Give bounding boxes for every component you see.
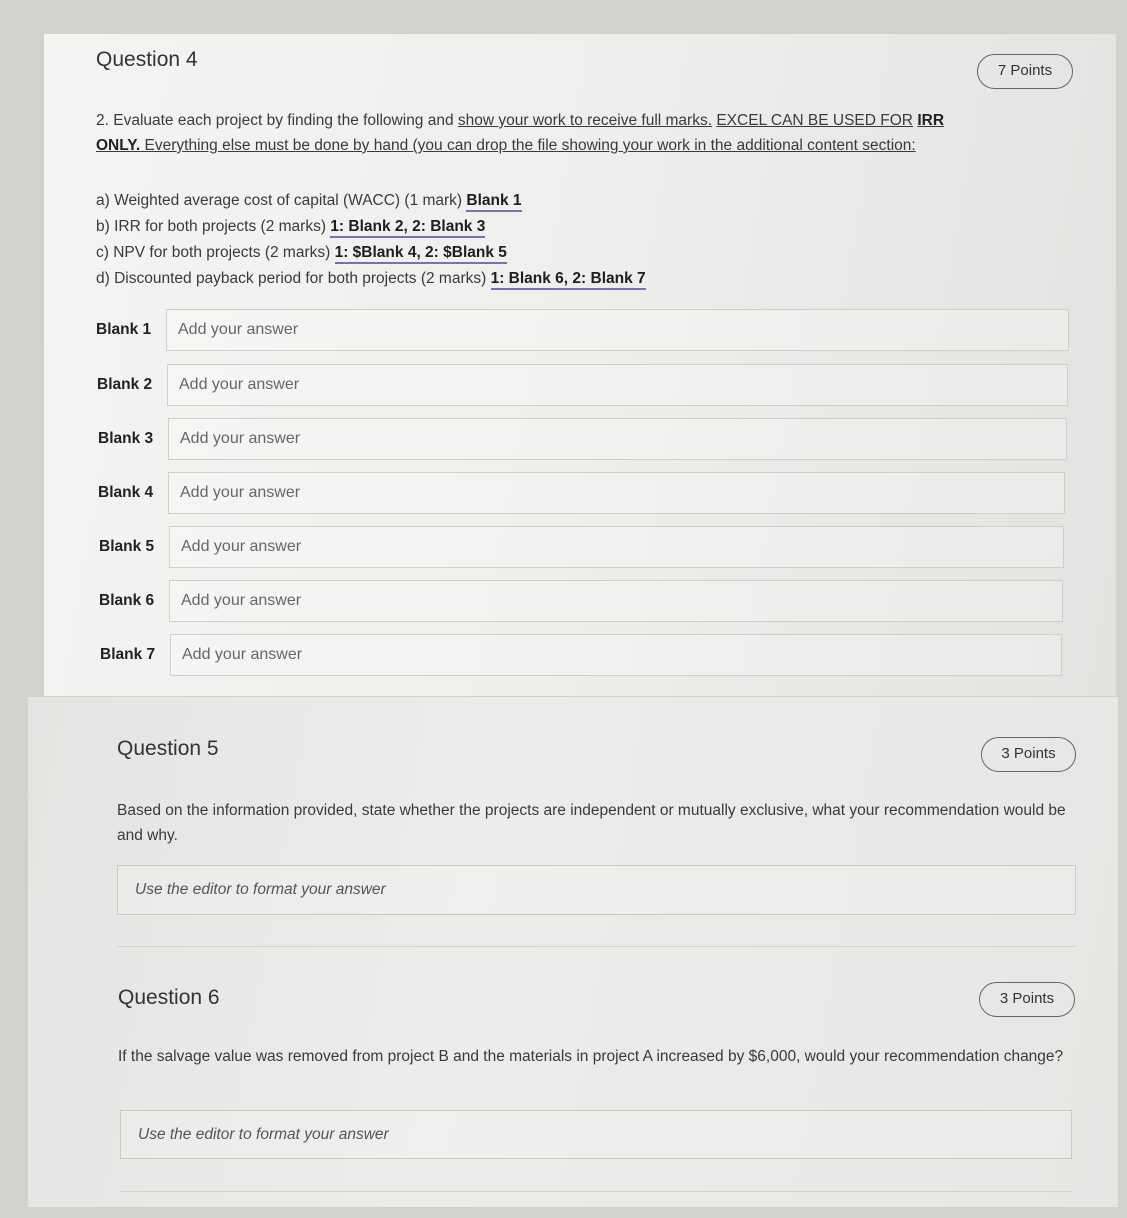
blank-row-4 [98, 472, 1065, 514]
blank-6-input[interactable]: Add your answer [169, 580, 1063, 622]
blank-3-input[interactable]: Add your answer [168, 418, 1067, 460]
question-6-editor[interactable]: Use the editor to format your answer [120, 1110, 1072, 1159]
part-b [96, 214, 796, 240]
part-d-blank-refs: 1: Blank 6, 2: Blank 7 [491, 270, 646, 290]
blank-row-3 [98, 418, 1067, 460]
intro-text: 2. Evaluate each project by finding the following and [96, 112, 458, 129]
blank-5-input[interactable]: Add your answer [169, 526, 1064, 568]
blank-5-label: Blank 5 [99, 538, 155, 555]
part-a-blank-refs: Blank 1 [466, 192, 521, 212]
blank-4-label: Blank 4 [98, 484, 154, 501]
divider [117, 946, 1076, 947]
blank-1-input[interactable]: Add your answer [166, 309, 1069, 351]
question-5-editor[interactable]: Use the editor to format your answer [117, 865, 1076, 915]
divider [120, 1191, 1072, 1192]
blank-6-label: Blank 6 [99, 592, 155, 609]
blank-row-6 [99, 580, 1063, 622]
blank-7-label: Blank 7 [100, 646, 156, 663]
intro-irr: IRR [917, 112, 945, 129]
part-d-text: d) Discounted payback period for both projects (2 marks) [96, 270, 491, 287]
blank-row-5 [99, 526, 1064, 568]
blank-7-input[interactable]: Add your answer [170, 634, 1062, 676]
question-6-text: If the salvage value was removed from project B and the materials in project A increased by $6,000, would your recommendation change? [118, 1048, 1064, 1065]
intro-excel-note: EXCEL CAN BE USED FOR [716, 112, 913, 129]
blank-2-input[interactable]: Add your answer [167, 364, 1068, 406]
blank-row-1 [96, 309, 1069, 351]
blank-2-label: Blank 2 [97, 376, 153, 393]
question-4-card [44, 34, 1116, 696]
blank-3-label: Blank 3 [98, 430, 154, 447]
part-a [96, 188, 796, 214]
question-6-title: Question 6 [118, 986, 220, 1009]
part-b-text: b) IRR for both projects (2 marks) [96, 218, 331, 235]
question-5-points-badge: 3 Points [981, 737, 1076, 772]
part-c-blank-refs: 1: $Blank 4, 2: $Blank 5 [335, 244, 507, 264]
blank-row-2 [97, 364, 1068, 406]
intro-only: ONLY. [96, 137, 141, 154]
question-4-points-badge: 7 Points [977, 54, 1073, 89]
part-b-blank-refs: 1: Blank 2, 2: Blank 3 [330, 218, 485, 238]
question-5-title: Question 5 [117, 737, 219, 760]
questions-5-6-card [28, 697, 1118, 1207]
blank-1-label: Blank 1 [96, 321, 152, 338]
intro-line2: Everything else must be done by hand (you can drop the file showing your work in the additional content section: [140, 137, 916, 154]
question-4-instructions [96, 108, 1056, 158]
part-c-text: c) NPV for both projects (2 marks) [96, 244, 335, 261]
part-c [96, 240, 796, 266]
intro-show-work: show your work to receive full marks. [457, 112, 713, 129]
question-5-text: Based on the information provided, state whether the projects are independent or mutually exclusive, what your recommendation would be and why. [117, 802, 1066, 844]
blank-4-input[interactable]: Add your answer [168, 472, 1065, 514]
blank-row-7 [100, 634, 1062, 676]
part-a-text: a) Weighted average cost of capital (WACC) (1 mark) [96, 192, 467, 209]
question-4-title: Question 4 [96, 48, 198, 71]
part-d [96, 266, 796, 292]
question-6-points-badge: 3 Points [979, 982, 1075, 1017]
question-4-parts [96, 188, 796, 292]
